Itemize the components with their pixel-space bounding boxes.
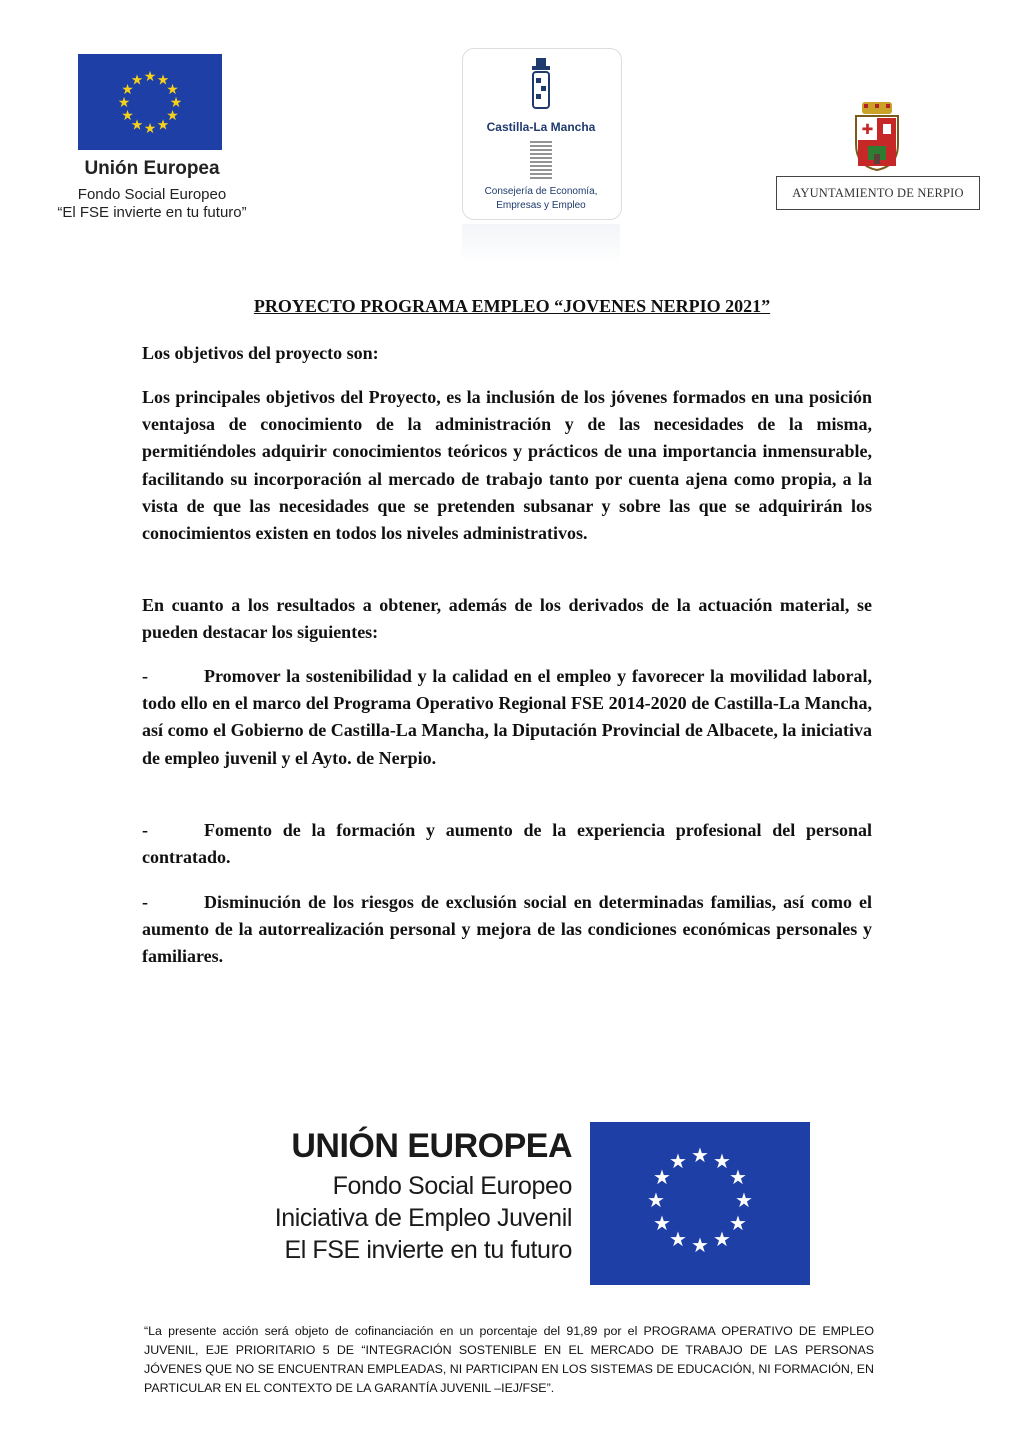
svg-text:★: ★ (121, 108, 134, 124)
eu-iej-logo-text (270, 1122, 572, 1266)
svg-text:★: ★ (669, 1227, 687, 1251)
eu-fse-logo (40, 50, 264, 226)
ayuntamiento-label: AYUNTAMIENTO DE NERPIO (792, 185, 964, 200)
document-title: PROYECTO PROGRAMA EMPLEO “JOVENES NERPIO 2021” (253, 296, 771, 316)
bullet-marker: - (142, 820, 148, 840)
clm-logo-name: Castilla-La Mancha (486, 120, 596, 134)
eu-flag-icon (590, 1122, 810, 1285)
svg-text:★: ★ (156, 72, 170, 89)
svg-text:★: ★ (713, 1227, 731, 1251)
eu-logo-line1: Fondo Social Europeo (77, 186, 227, 203)
eu-footer-line2: Iniciativa de Empleo Juvenil (274, 1204, 572, 1232)
eu-footer-line1: Fondo Social Europeo (332, 1172, 572, 1200)
svg-text:★: ★ (653, 1211, 671, 1235)
list-item (142, 663, 872, 772)
list-item (142, 817, 872, 871)
svg-text:★: ★ (647, 1188, 665, 1212)
svg-text:★: ★ (713, 1149, 731, 1173)
svg-text:★: ★ (117, 95, 131, 111)
clm-pattern-icon (528, 140, 554, 182)
eu-footer-title: UNIÓN EUROPEA (291, 1127, 572, 1165)
svg-text:★: ★ (729, 1211, 747, 1235)
svg-text:★: ★ (130, 72, 144, 89)
svg-text:★: ★ (166, 82, 179, 98)
svg-text:★: ★ (653, 1165, 671, 1189)
coat-of-arms-icon (850, 100, 904, 172)
eu-flag-icon (78, 54, 222, 150)
castilla-la-mancha-logo (462, 48, 620, 268)
eu-logo-title: Unión Europea (84, 158, 220, 179)
svg-text:★: ★ (121, 82, 134, 98)
svg-text:★: ★ (169, 95, 183, 111)
svg-text:★: ★ (143, 69, 157, 85)
svg-text:★: ★ (729, 1165, 747, 1189)
svg-text:★: ★ (156, 117, 170, 134)
logo-reflection (462, 224, 620, 264)
svg-text:★: ★ (166, 108, 179, 124)
svg-text:★: ★ (130, 117, 144, 134)
svg-text:★: ★ (735, 1188, 753, 1212)
bullet-text: Fomento de la formación y aumento de la experiencia profesional del personal contratado. (142, 820, 872, 868)
list-item (142, 889, 872, 971)
bullet-marker: - (142, 892, 148, 912)
bullet-text: Disminución de los riesgos de exclusión social en determinadas familias, así como el aumento de la autorrealización personal y mejora de las condiciones económicas personales y familiares. (142, 892, 872, 967)
clm-logo-line1: Consejería de Economía, (484, 186, 598, 197)
svg-text:★: ★ (691, 1143, 709, 1167)
paragraph-results: En cuanto a los resultados a obtener, además de los derivados de la actuación material, se pueden destacar los siguientes: (142, 595, 872, 643)
cofinancing-note: “La presente acción será objeto de cofinanciación en un porcentaje del 91,89 por el PROGRAMA OPERATIVO DE EMPLEO JUVENIL, EJE PRIORITARIO 5 DE “INTEGRACIÓN SOSTENIBLE EN EL MERCADO DE TRABAJO DE LAS PERSONAS JÓVENES QUE NO SE ENCUENTRAN EMPLEADAS, NI PARTICIPAN EN LOS SISTEMAS DE EDUCACIÓN, NI FORMACIÓN, EN PARTICULAR EN EL CONTEXTO DE LA GARANTÍA JUVENIL –IEJ/FSE”. (144, 1324, 874, 1395)
eu-footer-line3: El FSE invierte en tu futuro (284, 1236, 572, 1264)
svg-text:✚: ✚ (861, 122, 874, 138)
svg-text:★: ★ (669, 1149, 687, 1173)
paragraph-objectives: Los principales objetivos del Proyecto, es la inclusión de los jóvenes formados en una posición ventajosa de conocimiento de la administración y de las necesidades de la misma, permitiéndoles adquirir conocimientos teóricos y prácticos de una importancia inmensurable, facilitando su incorporación al mercado de trabajo tanto por cuenta ajena como propia, a la vista de que las necesidades que se pretenden subsanar y sobre las que se adquirirán los conocimientos existen en todos los niveles administrativos. (142, 387, 872, 544)
bullet-marker: - (142, 666, 148, 686)
clm-logo-line2: Empresas y Empleo (496, 200, 586, 211)
svg-text:★: ★ (143, 121, 157, 137)
svg-text:★: ★ (691, 1233, 709, 1257)
intro-text: Los objetivos del proyecto son: (142, 343, 379, 363)
ayuntamiento-label-box (776, 176, 980, 210)
eu-logo-line2: “El FSE invierte en tu futuro” (57, 204, 247, 221)
bullet-text: Promover la sostenibilidad y la calidad en el empleo y favorecer la movilidad laboral, todo ello en el marco del Programa Operativo Regional FSE 2014-2020 de Castilla-La Mancha, así como el Gobierno de Castilla-La Mancha, la Diputación Provincial de Albacete, la iniciativa de empleo juvenil y el Ayto. de Nerpio. (142, 666, 872, 768)
castilla-la-mancha-emblem-icon (528, 56, 554, 112)
